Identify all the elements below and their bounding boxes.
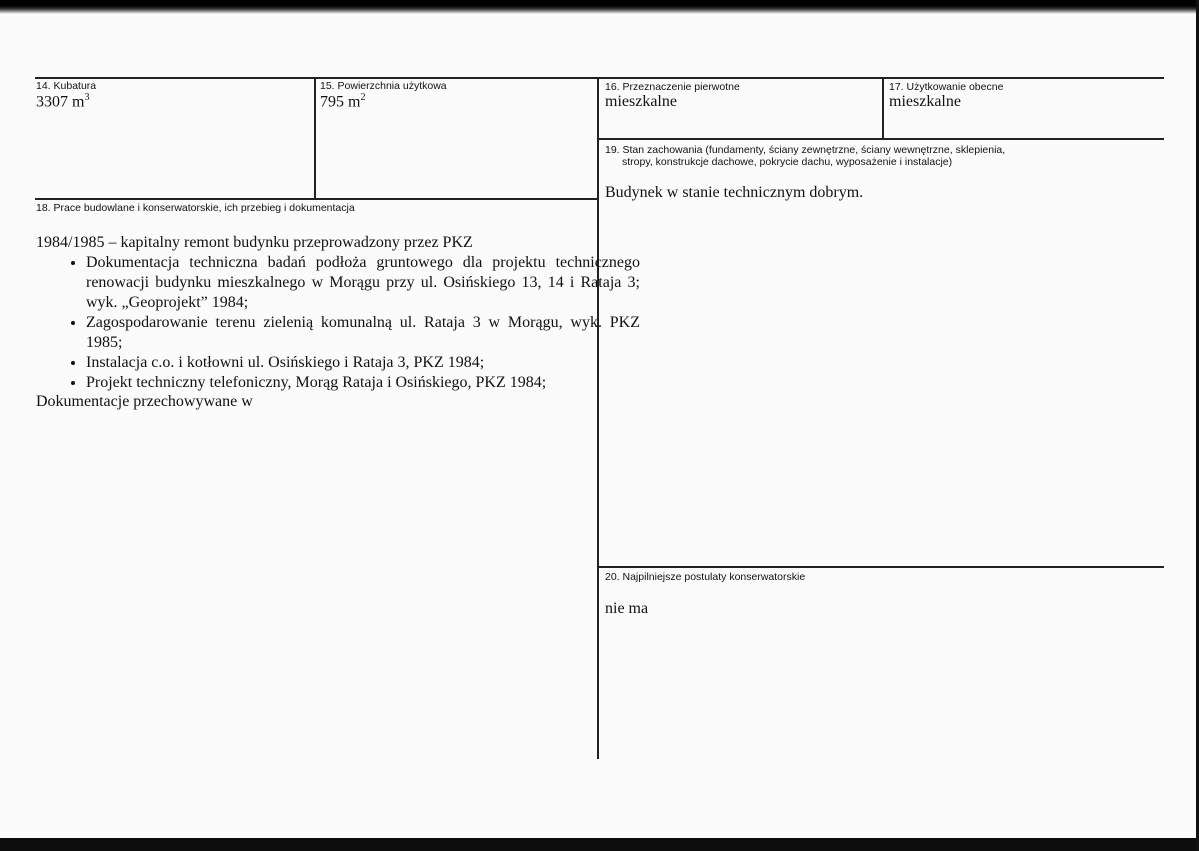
field-19-value: Budynek w stanie technicznym dobrym. [605, 184, 864, 201]
powierzchnia-unit-exponent: 2 [360, 92, 366, 103]
field-19-label: 19. Stan zachowania (fundamenty, ściany zewnętrzne, ściany wewnętrzne, sklepienia, [605, 144, 1006, 156]
list-item: • Instalacja c.o. i kotłowni ul. Osińskiego i Rataja 3, PKZ 1984; [86, 353, 640, 373]
field-18-list [44, 253, 640, 393]
kubatura-number: 3307 m [36, 93, 85, 111]
field-18-label: 18. Prace budowlane i konserwatorskie, ich przebieg i dokumentacja [36, 202, 355, 214]
field-15-value [320, 92, 365, 111]
list-item: • Dokumentacja techniczna badań podłoża gruntowego dla projektu technicznego renowacji budynku mieszkalnego w Morągu przy ul. Osińskiego 13, 14 i Rataja 3; wyk. „Geoprojekt” 1984; [86, 253, 640, 313]
list-item: • Zagospodarowanie terenu zielenią komunalną ul. Rataja 3 w Morągu, wyk. PKZ 1985; [86, 313, 640, 353]
rule-above-18 [35, 198, 598, 200]
divider-main-column [597, 77, 599, 759]
scan-top-edge [0, 0, 1199, 14]
field-16-value: mieszkalne [605, 93, 677, 110]
field-14-label: 14. Kubatura [36, 80, 97, 92]
field-18-intro: 1984/1985 – kapitalny remont budynku przeprowadzony przez PKZ [36, 234, 473, 251]
field-19-label-continued: stropy, konstrukcje dachowe, pokrycie dachu, wyposażenie i instalacje) [622, 156, 953, 168]
field-15-label: 15. Powierzchnia użytkowa [320, 80, 447, 92]
divider-14-15 [314, 77, 316, 198]
field-18-outro: Dokumentacje przechowywane w [36, 393, 253, 410]
powierzchnia-number: 795 m [320, 93, 361, 111]
kubatura-unit-exponent: 3 [84, 92, 90, 103]
field-17-value: mieszkalne [889, 93, 961, 110]
rule-above-19 [598, 138, 1164, 140]
field-17-label: 17. Użytkowanie obecne [889, 81, 1004, 93]
field-20-value: nie ma [605, 600, 649, 617]
rule-above-20 [598, 566, 1164, 568]
divider-16-17 [882, 77, 884, 139]
field-20-label: 20. Najpilniejsze postulaty konserwatorskie [605, 571, 806, 583]
list-item: • Projekt techniczny telefoniczny, Morąg Rataja i Osińskiego, PKZ 1984; [86, 373, 640, 393]
field-16-label: 16. Przeznaczenie pierwotne [605, 81, 740, 93]
field-14-value [36, 92, 89, 111]
top-rule [35, 77, 1164, 79]
